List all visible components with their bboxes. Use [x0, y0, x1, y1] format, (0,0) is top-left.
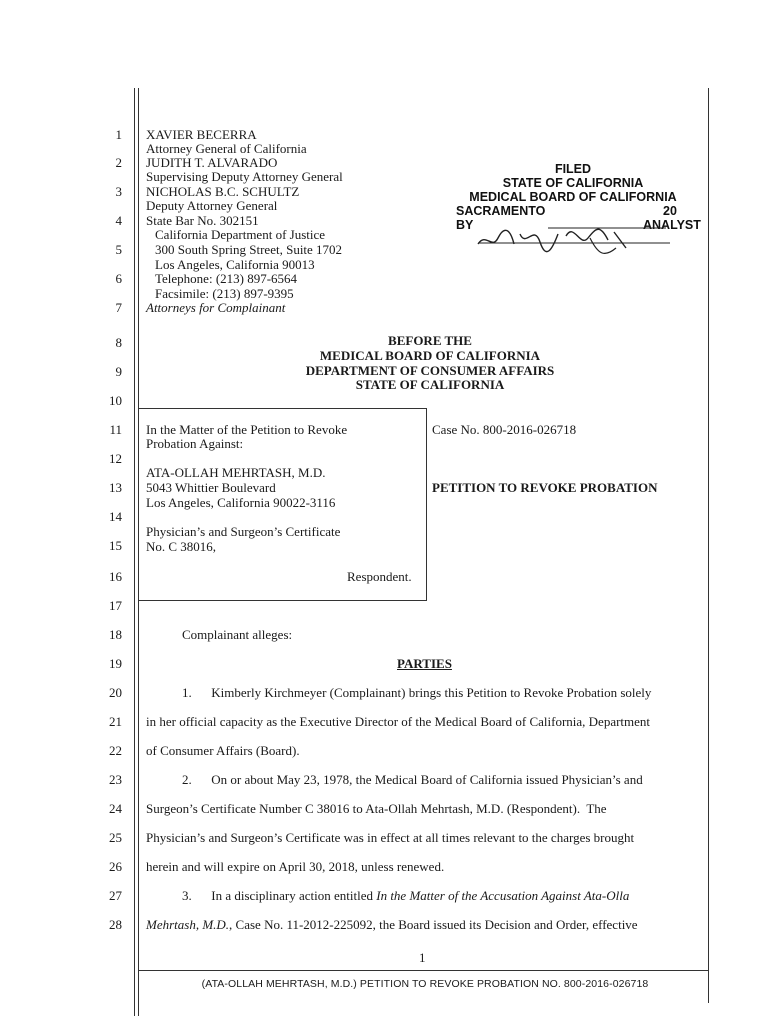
filed-analyst: ANALYST [643, 218, 701, 232]
paragraph-line: Physician’s and Surgeon’s Certificate was in effect at all times relevant to the charges brought [146, 830, 635, 845]
line-number: 10 [109, 393, 122, 408]
line-number: 27 [109, 888, 122, 903]
line-number: 13 [109, 480, 122, 495]
respondent-address-2: Los Angeles, California 90022-3116 [146, 495, 336, 510]
paragraph-line [146, 917, 638, 933]
matter-box-top [138, 408, 427, 409]
paragraph-line [182, 888, 629, 904]
respondent-address-1: 5043 Whittier Boulevard [146, 480, 276, 495]
signature-scribble-icon [448, 214, 698, 254]
header-line: Attorney General of California [146, 141, 307, 156]
header-line: Supervising Deputy Attorney General [146, 169, 343, 184]
certificate-line-2: No. C 38016, [146, 539, 217, 554]
telephone: Telephone: (213) 897-6564 [155, 271, 298, 286]
line-number: 18 [109, 627, 122, 642]
line-number: 7 [115, 300, 122, 315]
attorney-general-name: XAVIER BECERRA [146, 127, 257, 142]
filed-year: 20 [663, 204, 677, 218]
complainant-alleges: Complainant alleges: [182, 627, 293, 642]
filed-board: MEDICAL BOARD OF CALIFORNIA [469, 190, 677, 204]
caption-board: MEDICAL BOARD OF CALIFORNIA [319, 348, 541, 363]
certificate-line-1: Physician’s and Surgeon’s Certificate [146, 524, 341, 539]
line-number: 25 [109, 830, 122, 845]
line-number: 2 [115, 155, 122, 170]
attorneys-for-complainant: Attorneys for Complainant [146, 300, 286, 315]
line-number: 24 [109, 801, 122, 816]
paragraph-text: , Case No. 11-2012-225092, the Board issued its Decision and Order, effective [229, 917, 638, 932]
respondent-name: ATA-OLLAH MEHRTASH, M.D. [146, 465, 326, 480]
line-number: 6 [115, 271, 122, 286]
line-number: 1 [115, 127, 122, 142]
header-line: Deputy Attorney General [146, 198, 278, 213]
case-title-italic: Mehrtash, M.D. [146, 917, 230, 932]
paragraph-line: herein and will expire on April 30, 2018, unless renewed. [146, 859, 445, 874]
line-number: 19 [109, 656, 122, 671]
caption-state: STATE OF CALIFORNIA [355, 377, 505, 392]
document-title: PETITION TO REVOKE PROBATION [432, 480, 658, 495]
header-line: California Department of Justice [155, 227, 326, 242]
line-number: 26 [109, 859, 122, 874]
case-title-italic: In the Matter of the Accusation Against Ata-Olla [376, 888, 630, 903]
line-number: 14 [109, 509, 122, 524]
respondent-label: Respondent. [347, 569, 412, 584]
matter-box-right [426, 408, 427, 601]
page-number: 1 [419, 950, 426, 965]
line-number: 28 [109, 917, 122, 932]
supervising-attorney-name: JUDITH T. ALVARADO [146, 155, 278, 170]
line-number: 8 [115, 335, 122, 350]
line-number: 4 [115, 213, 122, 228]
paragraph-line: in her official capacity as the Executive Director of the Medical Board of California, Department [146, 714, 651, 729]
line-number: 23 [109, 772, 122, 787]
header-line: 300 South Spring Street, Suite 1702 [155, 242, 343, 257]
line-number: 22 [109, 743, 122, 758]
paragraph-line: of Consumer Affairs (Board). [146, 743, 300, 758]
footer-rule [138, 970, 709, 971]
matter-intro-2: Probation Against: [146, 436, 244, 451]
line-number: 9 [115, 364, 122, 379]
facsimile: Facsimile: (213) 897-9395 [155, 286, 294, 301]
paragraph-line: 1. Kimberly Kirchmeyer (Complainant) brings this Petition to Revoke Probation solely [182, 685, 652, 700]
filed-by: BY [456, 218, 474, 232]
left-margin-rule [134, 88, 135, 1016]
filed-stamp [448, 162, 701, 232]
matter-intro: In the Matter of the Petition to Revoke [146, 422, 348, 437]
paragraph-text: 3. In a disciplinary action entitled [182, 888, 377, 903]
filed-label: FILED [554, 162, 592, 176]
paragraph-line: 2. On or about May 23, 1978, the Medical Board of California issued Physician’s and [182, 772, 643, 787]
line-number: 20 [109, 685, 122, 700]
line-number: 12 [109, 451, 122, 466]
line-number: 15 [109, 538, 122, 553]
line-number: 11 [109, 422, 122, 437]
line-number: 3 [115, 184, 122, 199]
matter-box-bottom [138, 600, 427, 601]
line-number: 5 [115, 242, 122, 257]
section-heading-parties: PARTIES [397, 656, 452, 671]
page-footer: (ATA-OLLAH MEHRTASH, M.D.) PETITION TO REVOKE PROBATION NO. 800-2016-026718 [201, 978, 649, 990]
state-bar-number: State Bar No. 302151 [146, 213, 259, 228]
caption-before: BEFORE THE [388, 333, 472, 348]
filed-state: STATE OF CALIFORNIA [502, 176, 644, 190]
header-line: Los Angeles, California 90013 [155, 257, 315, 272]
caption-department: DEPARTMENT OF CONSUMER AFFAIRS [305, 363, 555, 378]
case-number: Case No. 800-2016-026718 [432, 422, 577, 437]
paragraph-line: Surgeon’s Certificate Number C 38016 to Ata-Ollah Mehrtash, M.D. (Respondent). The [146, 801, 607, 816]
line-number: 16 [109, 569, 122, 584]
right-margin-rule [708, 88, 709, 1003]
left-margin-rule-2 [138, 88, 139, 1016]
line-number: 21 [109, 714, 122, 729]
line-number: 17 [109, 598, 122, 613]
deputy-attorney-name: NICHOLAS B.C. SCHULTZ [146, 184, 300, 199]
filed-location: SACRAMENTO [456, 204, 546, 218]
